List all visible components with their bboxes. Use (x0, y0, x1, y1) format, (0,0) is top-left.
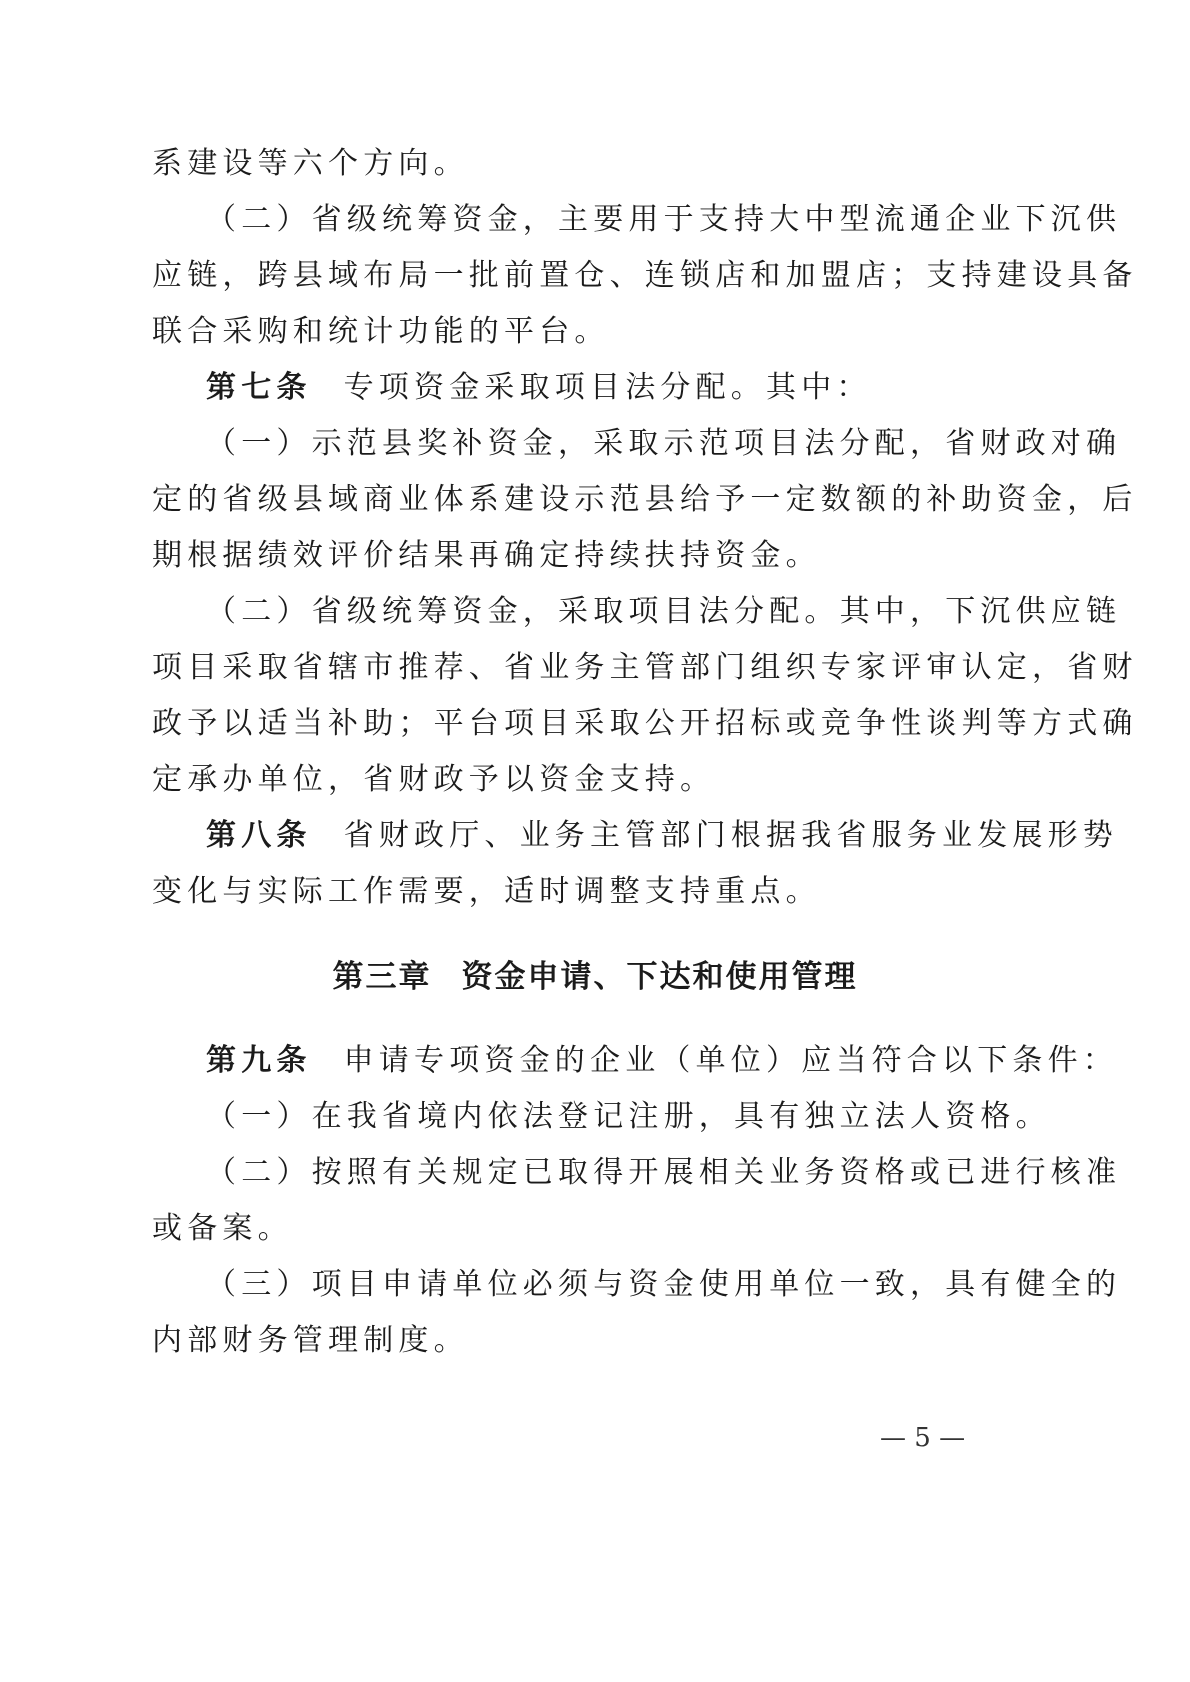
paragraph-line: （一）在我省境内依法登记注册，具有独立法人资格。 (206, 1099, 1051, 1134)
paragraph-line: 联合采购和统计功能的平台。 (152, 314, 610, 349)
article-7-label: 第七条 (206, 370, 312, 405)
chapter-number: 第三章 (332, 959, 432, 995)
paragraph-line: 变化与实际工作需要，适时调整支持重点。 (152, 874, 821, 909)
article-8-text: 省财政厅、业务主管部门根据我省服务业发展形势 (343, 818, 1119, 853)
paragraph-line: 政予以适当补助；平台项目采取公开招标或竞争性谈判等方式确 (152, 706, 1138, 741)
article-9-label: 第九条 (206, 1043, 312, 1078)
paragraph-line: （二）省级统筹资金，采取项目法分配。其中，下沉供应链 (206, 594, 1122, 629)
paragraph-line: （三）项目申请单位必须与资金使用单位一致，具有健全的 (206, 1267, 1122, 1302)
page-number: — 5 — (880, 1423, 966, 1453)
chapter-heading (0, 957, 1190, 997)
paragraph-line: 定的省级县域商业体系建设示范县给予一定数额的补助资金，后 (152, 482, 1138, 517)
paragraph-line: 期根据绩效评价结果再确定持续扶持资金。 (152, 538, 821, 573)
chapter-title: 资金申请、下达和使用管理 (461, 959, 858, 995)
paragraph-line: 应链，跨县域布局一批前置仓、连锁店和加盟店；支持建设具备 (152, 258, 1138, 293)
paragraph-line: 定承办单位，省财政予以资金支持。 (152, 762, 716, 797)
paragraph-line: 项目采取省辖市推荐、省业务主管部门组织专家评审认定，省财 (152, 650, 1138, 685)
paragraph-line: 内部财务管理制度。 (152, 1323, 469, 1358)
article-7-text: 专项资金采取项目法分配。其中： (343, 370, 872, 405)
paragraph-line: 或备案。 (152, 1211, 293, 1246)
paragraph-line: 系建设等六个方向。 (152, 146, 469, 181)
paragraph-line: （二）省级统筹资金，主要用于支持大中型流通企业下沉供 (206, 202, 1122, 237)
article-8-line (206, 816, 1119, 856)
article-9-text: 申请专项资金的企业（单位）应当符合以下条件： (343, 1043, 1119, 1078)
paragraph-line: （二）按照有关规定已取得开展相关业务资格或已进行核准 (206, 1155, 1122, 1190)
article-8-label: 第八条 (206, 818, 312, 853)
article-9-line (206, 1041, 1119, 1081)
paragraph-line: （一）示范县奖补资金，采取示范项目法分配，省财政对确 (206, 426, 1122, 461)
article-7-line (206, 368, 1032, 408)
